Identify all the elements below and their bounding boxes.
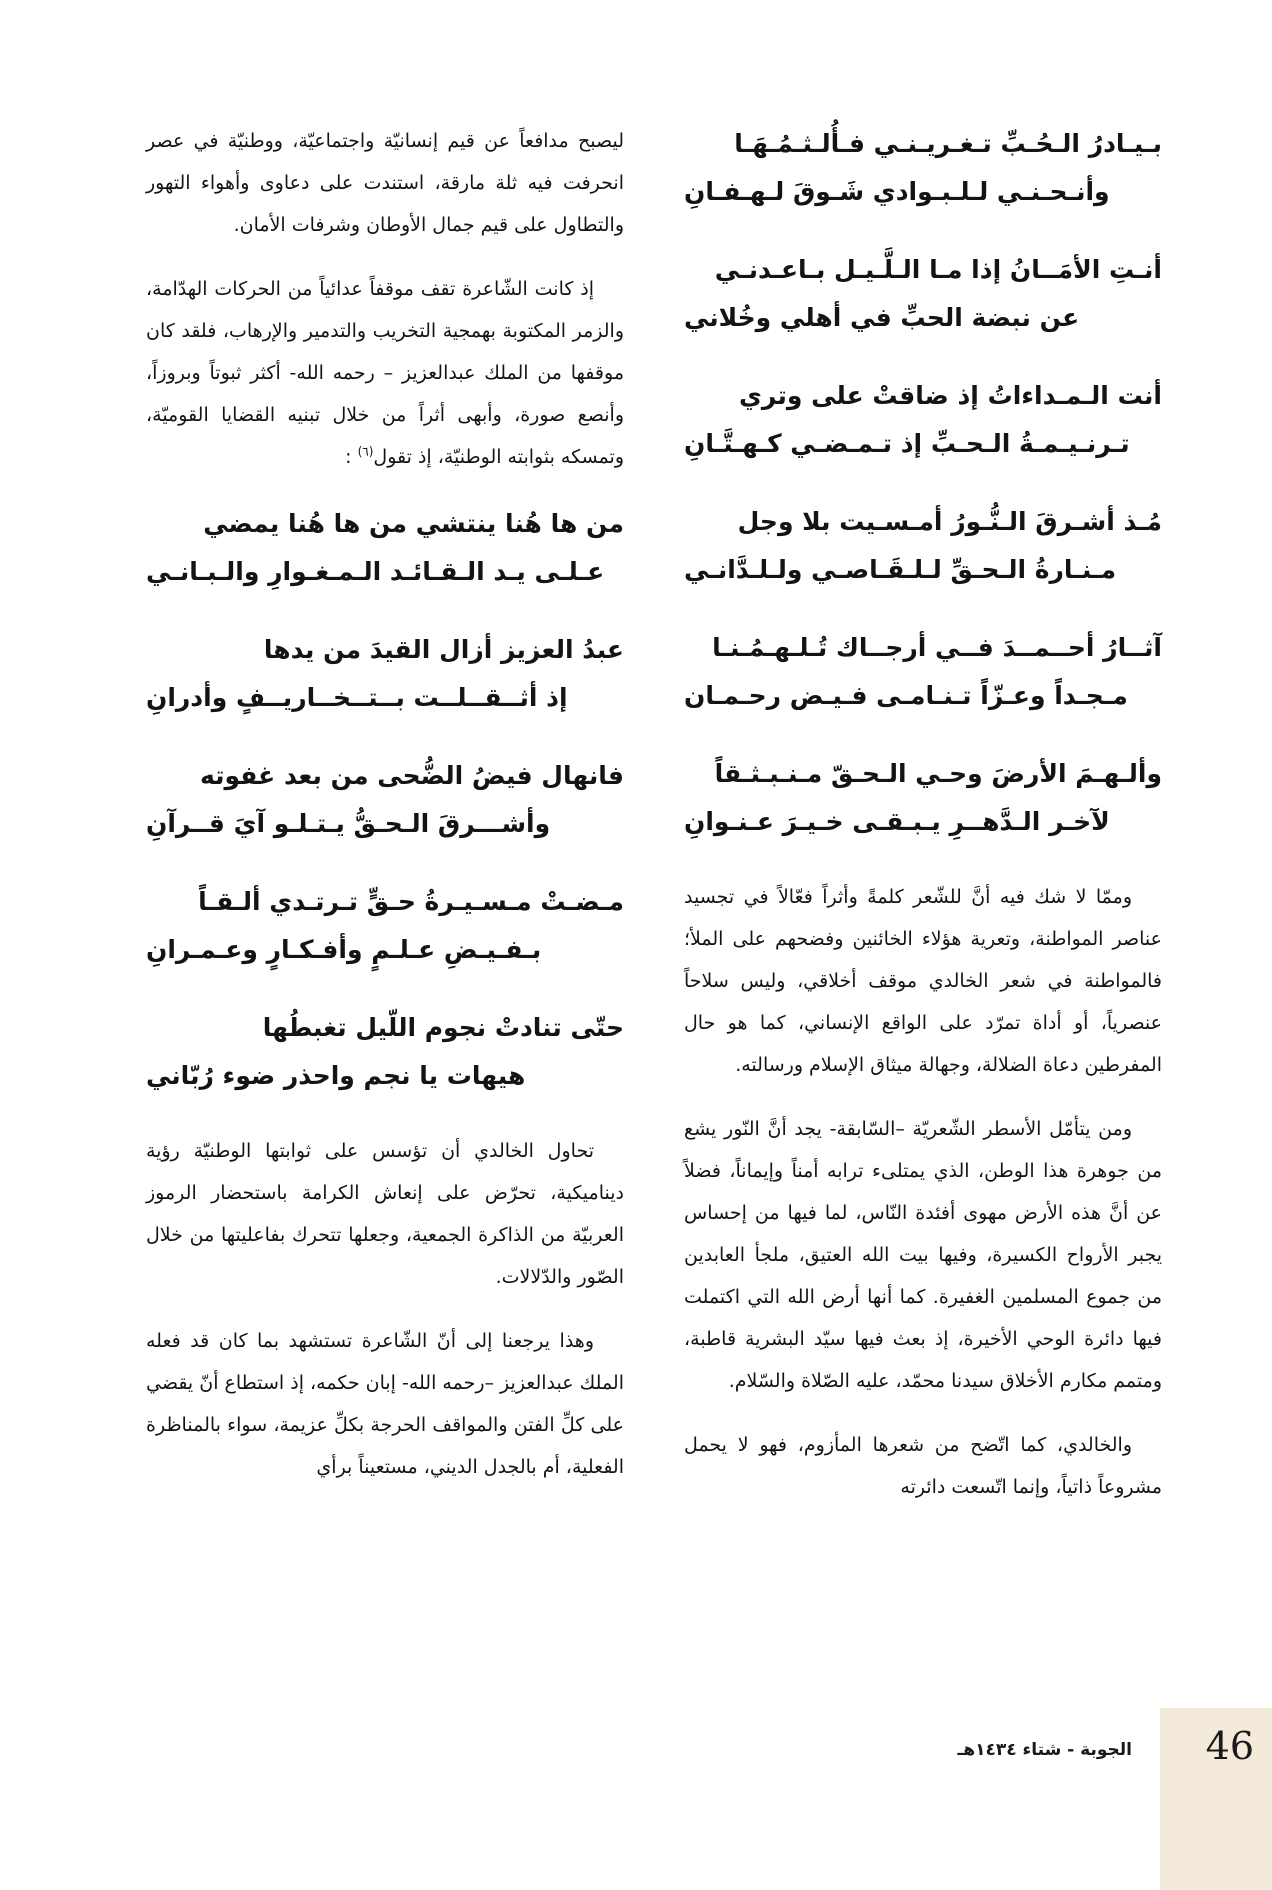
page-number-tab [1160, 1708, 1272, 1890]
verse-first-hemistich: من ها هُنا ينتشي من ها هُنا يمضي [203, 509, 624, 538]
left-column [146, 120, 624, 1510]
body-paragraph: وهذا يرجعنا إلى أنّ الشّاعرة تستشهد بما كان قد فعله الملك عبدالعزيز –رحمه الله- إبان حكمه، إذ استطاع أنّ يقضي على كلِّ الفتن والمواقف الحرجة بكلِّ عزيمة، سواء بالمناظرة الفعلية، أم بالجدل الديني، مستعيناً برأي [146, 1330, 624, 1478]
poem-verse [684, 120, 1162, 216]
verse-first-hemistich: حتّى تنادتْ نجوم اللّيل تغبطُها [262, 1013, 624, 1042]
verse-second-hemistich: تـرنـيـمـةُ الـحـبِّ إذ تـمـضـي كـهـتَّـانِ [684, 429, 1130, 458]
body-paragraph: ومن يتأمّل الأسطر الشّعريّة –السّابقة- يجد أنَّ النّور يشع من جوهرة هذا الوطن، الذي يمتلىء ترابه أمناً وإيماناً، فضلاً عن أنَّ هذه الأرض مهوى أفئدة النّاس، لما فيها من إحساس يجبر الأرواح الكسيرة، وفيها بيت الله العتيق، ملجأ العابدين من جموع المسلمين الغفيرة. كما أنها أرض الله التي اكتملت فيها دائرة الوحي الأخيرة، إذ بعث فيها سيّد البشرية قاطبة، ومتمم مكارم الأخلاق سيدنا محمّد، عليه الصّلاة والسّلام. [684, 1118, 1162, 1392]
poem-verse [146, 752, 624, 848]
poem-verse [684, 750, 1162, 846]
body-paragraph: والخالدي، كما اتّضح من شعرها المأزوم، فهو لا يحمل مشروعاً ذاتياً، وإنما اتّسعت دائرته [684, 1434, 1162, 1498]
verse-first-hemistich: أنـتِ الأمَــانُ إذا مـا الـلَّـيـل بـاعـدنـي [714, 255, 1162, 284]
page-number: 46 [1205, 1724, 1254, 1768]
verse-first-hemistich: فانهال فيضُ الضُّحى من بعد غفوته [199, 761, 624, 790]
verse-second-hemistich: هيهات يا نجم واحذر ضوء رُبّاني [146, 1061, 526, 1090]
body-paragraph-with-footnote [146, 268, 624, 478]
verse-second-hemistich: وأشـــرقَ الـحـقُّ يـتـلـو آيَ قــرآنِ [146, 809, 551, 838]
journal-footer: الجوبة - شتاء ١٤٣٤هـ [957, 1740, 1132, 1760]
poem-verse [684, 624, 1162, 720]
verse-second-hemistich: عن نبضة الحبِّ في أهلي وخُلاني [684, 303, 1080, 332]
verse-second-hemistich: لآخـر الـدَّهــرِ يـبـقـى خـيـرَ عـنـوانِ [684, 807, 1110, 836]
verse-second-hemistich: مـنـارةُ الـحـقِّ لـلـقَـاصـي ولـلـدَّانـي [684, 555, 1117, 584]
poem-verse [146, 626, 624, 722]
body-paragraph: ليصبح مدافعاً عن قيم إنسانيّة واجتماعيّة، ووطنيّة في عصر انحرفت فيه ثلة مارقة، استندت على دعاوى وأهواء التهور والتطاول على قيم جمال الأوطان وشرفات الأمان. [146, 130, 624, 236]
verse-first-hemistich: بـيـادرُ الـحُـبِّ تـغـريـنـي فـأُلـثـمُـهَـا [734, 129, 1162, 158]
footnote-reference: (٦) [357, 444, 374, 459]
body-paragraph: تحاول الخالدي أن تؤسس على ثوابتها الوطنيّة رؤية ديناميكية، تحرّض على إنعاش الكرامة باستحضار الرموز العربيّة من الذاكرة الجمعية، وجعلها تتحرك بفاعليتها من خلال الصّور والدّلالات. [146, 1140, 624, 1288]
verse-second-hemistich: بـفـيـضِ عـلـمٍ وأفـكـارٍ وعـمـرانِ [146, 935, 542, 964]
verse-first-hemistich: مـضـتْ مـسـيـرةُ حـقٍّ تـرتـدي ألـقـاً [198, 887, 624, 916]
body-paragraph: وممّا لا شك فيه أنَّ للشّعر كلمةً وأثراً فعّالاً في تجسيد عناصر المواطنة، وتعرية هؤلاء الخائنين وفضحهم على الملأ؛ فالمواطنة في شعر الخالدي موقف أخلاقي، وليس سلاحاً عنصرياً، أو أداة تمرّد على الواقع الإنساني، كما هو حال المفرطين دعاة الضلالة، وجهالة ميثاق الإسلام ورسالته. [684, 886, 1162, 1076]
poem-verse [146, 878, 624, 974]
verse-first-hemistich: عبدُ العزيز أزال القيدَ من يدها [263, 635, 624, 664]
paragraph-tail: : [345, 446, 352, 468]
poem-verse [146, 500, 624, 596]
verse-first-hemistich: أنت الـمـداءاتُ إذ ضاقتْ على وتري [739, 381, 1162, 410]
verse-second-hemistich: إذ أثــقــلــت بــتــخــاريــفٍ وأدرانِ [146, 683, 568, 712]
poem-verse [684, 246, 1162, 342]
verse-first-hemistich: وألـهـمَ الأرضَ وحـي الـحـقّ مـنـبـثـقاً [714, 759, 1162, 788]
verse-second-hemistich: وأنـحـنـي لـلـبـوادي شَـوقَ لـهـفـانِ [684, 177, 1110, 206]
poem-verse [684, 498, 1162, 594]
poem-verse [146, 1004, 624, 1100]
paragraph-text: إذ كانت الشّاعرة تقف موقفاً عدائياً من الحركات الهدّامة، والزمر المكتوبة بهمجية التخريب والتدمير والإرهاب، فلقد كان موقفها من الملك عبدالعزيز – رحمه الله- أكثر ثبوتاً وبروزاً، وأنصع صورة، وأبهى أثراً من خلال تبنيه القضايا القوميّة، وتمسكه بثوابته الوطنيّة، إذ تقول [146, 278, 624, 468]
right-column [684, 120, 1162, 1530]
verse-second-hemistich: عـلـى يـد الـقـائـد الـمـغـوارِ والـبـانـي [146, 557, 605, 586]
verse-second-hemistich: مـجـداً وعـزّاً تـنـامـى فـيـض رحـمـان [684, 681, 1128, 710]
poem-verse [684, 372, 1162, 468]
verse-first-hemistich: مُـذ أشـرقَ الـنُّـورُ أمـسـيت بلا وجل [737, 507, 1162, 536]
verse-first-hemistich: آثــارُ أحــمــدَ فــي أرجــاك تُـلـهـمُـنـا [712, 633, 1162, 662]
